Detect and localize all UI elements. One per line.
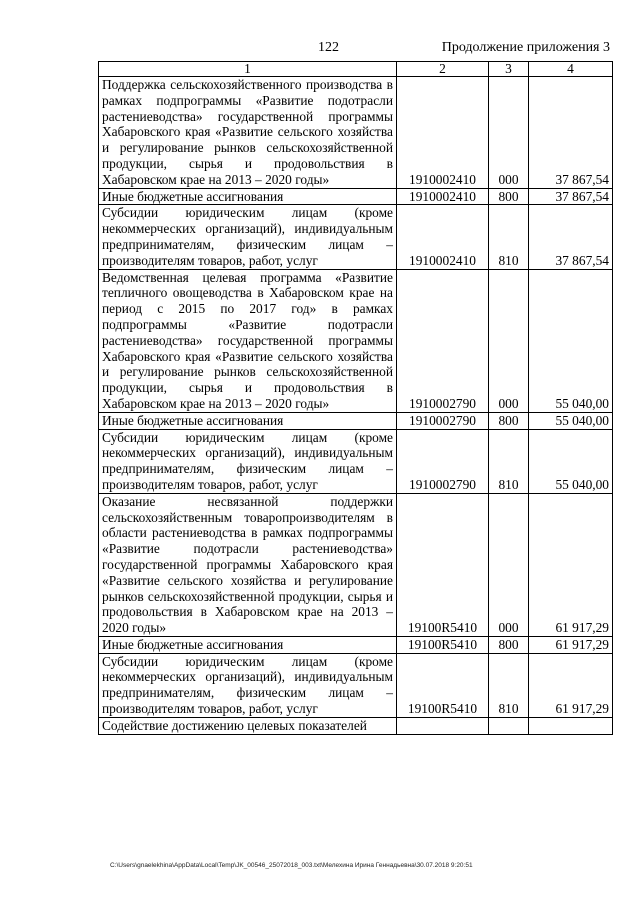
table-row <box>99 269 613 412</box>
row-type: 800 <box>489 412 529 429</box>
row-type: 000 <box>489 77 529 189</box>
table-row <box>99 188 613 205</box>
table-row <box>99 429 613 493</box>
row-amount: 61 917,29 <box>529 493 613 636</box>
file-path-footer: C:\Users\gnaelekhina\AppData\Local\Temp\JK_00546_25072018_003.txt\Мелехина Ирина Геннадьевна\30.07.2018 9:20:51 <box>110 862 473 869</box>
row-amount: 37 867,54 <box>529 188 613 205</box>
row-code: 1910002410 <box>397 188 489 205</box>
column-header-2: 2 <box>397 62 489 77</box>
row-code: 1910002790 <box>397 269 489 412</box>
row-code: 1910002410 <box>397 205 489 269</box>
row-amount: 55 040,00 <box>529 429 613 493</box>
table-row <box>99 205 613 269</box>
row-amount: 37 867,54 <box>529 77 613 189</box>
row-amount: 37 867,54 <box>529 205 613 269</box>
row-amount <box>529 717 613 734</box>
row-amount: 55 040,00 <box>529 269 613 412</box>
table-header-row <box>99 62 613 77</box>
row-type: 800 <box>489 636 529 653</box>
row-type: 810 <box>489 205 529 269</box>
budget-table <box>98 61 613 735</box>
column-header-3: 3 <box>489 62 529 77</box>
row-code: 1910002410 <box>397 77 489 189</box>
row-name: Субсидии юридическим лицам (кроме некоммерческих организаций), индивидуальным предпринимателям, физическим лицам – производителям товаров, работ, услуг <box>99 429 397 493</box>
row-name: Поддержка сельскохозяйственного производства в рамках подпрограммы «Развитие подотрасли растениеводства» государственной программы Хабаровского края «Развитие сельского хозяйства и регулирование рынков сельскохозяйственной продукции, сырья и продовольствия в Хабаровском крае на 2013 – 2020 годы» <box>99 77 397 189</box>
row-name: Оказание несвязанной поддержки сельскохозяйственным товаропроизводителям в области растениеводства в рамках подпрограммы «Развитие подотрасли растениеводства» государственной программы Хабаровского края «Развитие сельского хозяйства и регулирование рынков сельскохозяйственной продукции, сырья и продовольствия в Хабаровском крае на 2013 – 2020 годы» <box>99 493 397 636</box>
row-name: Ведомственная целевая программа «Развитие тепличного овощеводства в Хабаровском крае на период с 2015 по 2017 год» в рамках подпрограммы «Развитие подотрасли растениеводства» государственной программы Хабаровского края «Развитие сельского хозяйства и регулирование рынков сельскохозяйственной продукции, сырья и продовольствия в Хабаровском крае на 2013 – 2020 годы» <box>99 269 397 412</box>
row-name: Иные бюджетные ассигнования <box>99 188 397 205</box>
table-row <box>99 653 613 717</box>
continuation-label: Продолжение приложения 3 <box>441 40 610 55</box>
row-name: Иные бюджетные ассигнования <box>99 412 397 429</box>
column-header-4: 4 <box>529 62 613 77</box>
table-row <box>99 636 613 653</box>
row-name: Субсидии юридическим лицам (кроме некоммерческих организаций), индивидуальным предпринимателям, физическим лицам – производителям товаров, работ, услуг <box>99 205 397 269</box>
column-header-1: 1 <box>99 62 397 77</box>
row-name: Иные бюджетные ассигнования <box>99 636 397 653</box>
row-code: 19100R5410 <box>397 653 489 717</box>
row-type: 810 <box>489 429 529 493</box>
row-amount: 55 040,00 <box>529 412 613 429</box>
row-name: Содействие достижению целевых показателей <box>99 717 397 734</box>
row-type: 000 <box>489 493 529 636</box>
table-row <box>99 77 613 189</box>
page-number: 122 <box>318 40 339 55</box>
row-amount: 61 917,29 <box>529 636 613 653</box>
row-type <box>489 717 529 734</box>
row-type: 810 <box>489 653 529 717</box>
row-code: 1910002790 <box>397 412 489 429</box>
table-row <box>99 493 613 636</box>
row-code: 19100R5410 <box>397 636 489 653</box>
table-row <box>99 717 613 734</box>
row-type: 800 <box>489 188 529 205</box>
row-amount: 61 917,29 <box>529 653 613 717</box>
table-row <box>99 412 613 429</box>
row-name: Субсидии юридическим лицам (кроме некоммерческих организаций), индивидуальным предпринимателям, физическим лицам – производителям товаров, работ, услуг <box>99 653 397 717</box>
row-type: 000 <box>489 269 529 412</box>
row-code: 1910002790 <box>397 429 489 493</box>
row-code: 19100R5410 <box>397 493 489 636</box>
row-code <box>397 717 489 734</box>
